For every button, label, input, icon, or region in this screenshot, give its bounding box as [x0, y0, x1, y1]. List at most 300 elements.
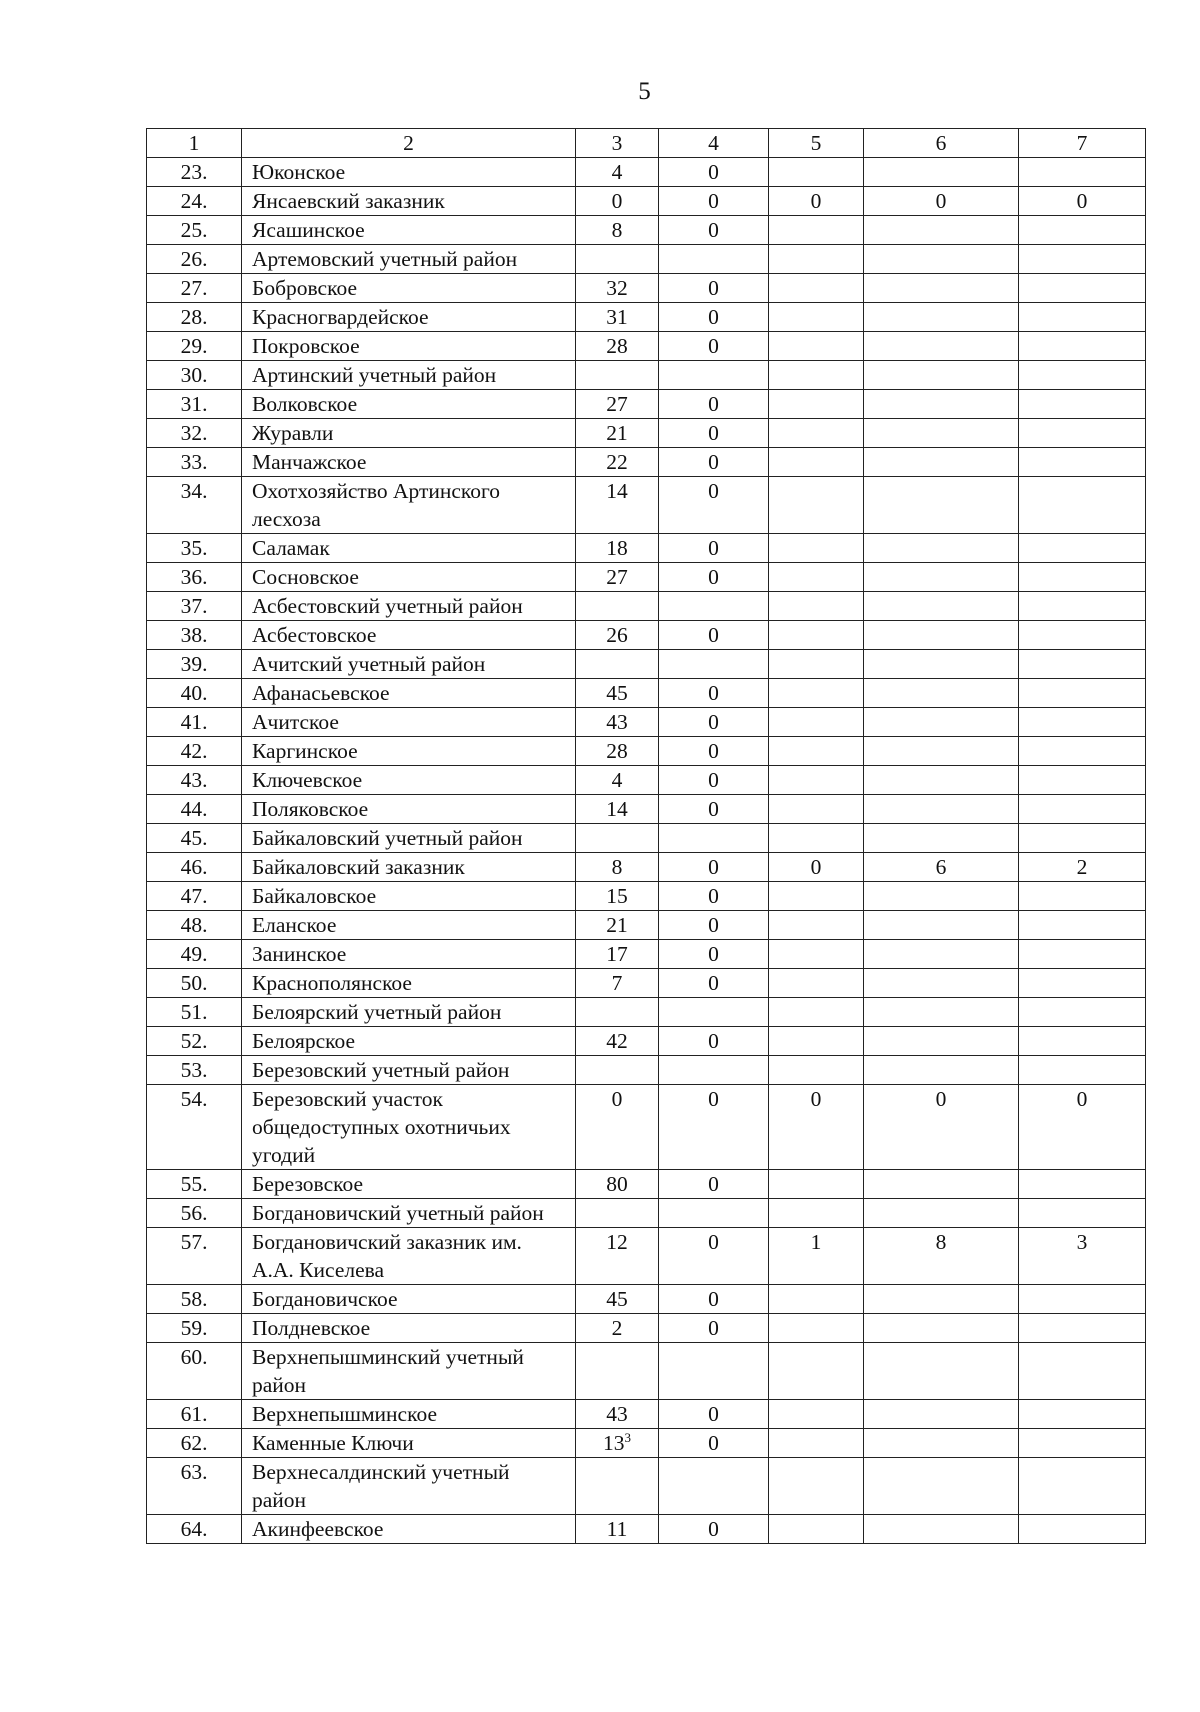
row-number-text: 58.	[180, 1287, 208, 1311]
table-row	[147, 882, 1146, 911]
cell-col-6	[864, 563, 1019, 592]
cell-col-3	[576, 187, 659, 216]
table-row	[147, 998, 1146, 1027]
cell-col-4-text: 0	[708, 1287, 719, 1311]
cell-col-4-text: 0	[708, 942, 719, 966]
table-row	[147, 737, 1146, 766]
row-number	[147, 1458, 242, 1515]
row-name-text: Краснополянское	[252, 971, 412, 995]
cell-col-4	[659, 1199, 769, 1228]
row-number-text: 44.	[180, 797, 208, 821]
table-row	[147, 1314, 1146, 1343]
cell-col-7	[1019, 534, 1146, 563]
row-name	[242, 621, 576, 650]
row-number-text: 26.	[180, 247, 208, 271]
cell-col-3	[576, 332, 659, 361]
cell-col-5	[769, 824, 864, 853]
cell-col-4	[659, 940, 769, 969]
row-name	[242, 1314, 576, 1343]
row-number-text: 35.	[180, 536, 208, 560]
row-name	[242, 737, 576, 766]
cell-col-3	[576, 1285, 659, 1314]
cell-col-7	[1019, 824, 1146, 853]
cell-col-4-text: 0	[708, 1172, 719, 1196]
table-row	[147, 534, 1146, 563]
cell-col-7	[1019, 969, 1146, 998]
row-name	[242, 824, 576, 853]
cell-col-4	[659, 621, 769, 650]
cell-col-7	[1019, 621, 1146, 650]
row-name	[242, 795, 576, 824]
cell-col-4	[659, 1458, 769, 1515]
cell-col-4	[659, 1314, 769, 1343]
table-row	[147, 1170, 1146, 1199]
cell-col-3-text: 27	[606, 565, 628, 589]
row-name-text: Бобровское	[252, 276, 358, 300]
row-name	[242, 158, 576, 187]
cell-col-5	[769, 419, 864, 448]
cell-col-4	[659, 592, 769, 621]
row-name	[242, 1515, 576, 1544]
row-number-text: 55.	[180, 1172, 208, 1196]
table-row	[147, 477, 1146, 534]
row-number	[147, 534, 242, 563]
cell-col-4	[659, 303, 769, 332]
cell-col-7	[1019, 1285, 1146, 1314]
table-row	[147, 303, 1146, 332]
cell-col-3-text: 45	[606, 1287, 628, 1311]
cell-col-7	[1019, 766, 1146, 795]
row-number	[147, 853, 242, 882]
row-number	[147, 911, 242, 940]
cell-col-5	[769, 1056, 864, 1085]
cell-col-4	[659, 911, 769, 940]
row-name	[242, 998, 576, 1027]
row-name-text: Охотхозяйство Артинского лесхоза	[252, 479, 501, 531]
cell-col-3	[576, 274, 659, 303]
table-row	[147, 1429, 1146, 1458]
cell-col-4	[659, 969, 769, 998]
cell-col-7	[1019, 1343, 1146, 1400]
row-number-text: 48.	[180, 913, 208, 937]
row-number-text: 39.	[180, 652, 208, 676]
cell-col-4	[659, 1400, 769, 1429]
row-number-text: 41.	[180, 710, 208, 734]
row-number	[147, 187, 242, 216]
cell-col-4	[659, 882, 769, 911]
row-name-text: Байкаловский заказник	[252, 855, 465, 879]
row-name	[242, 592, 576, 621]
cell-col-6	[864, 679, 1019, 708]
cell-col-5	[769, 969, 864, 998]
cell-col-4-text: 0	[708, 305, 719, 329]
cell-col-4	[659, 563, 769, 592]
cell-col-5	[769, 303, 864, 332]
row-name	[242, 1458, 576, 1515]
row-number	[147, 621, 242, 650]
row-number	[147, 303, 242, 332]
row-number	[147, 1343, 242, 1400]
cell-col-6	[864, 534, 1019, 563]
row-name-text: Саламак	[252, 536, 330, 560]
cell-col-5	[769, 1314, 864, 1343]
table-row	[147, 824, 1146, 853]
cell-col-4	[659, 448, 769, 477]
row-number	[147, 592, 242, 621]
row-name-text: Березовский участок общедоступных охотничьих угодий	[252, 1087, 511, 1167]
row-name-text: Красногвардейское	[252, 305, 429, 329]
row-number	[147, 1199, 242, 1228]
row-number-text: 24.	[180, 189, 208, 213]
cell-col-7	[1019, 245, 1146, 274]
cell-col-6	[864, 1056, 1019, 1085]
cell-col-7	[1019, 1515, 1146, 1544]
cell-col-4-text: 0	[708, 739, 719, 763]
row-name-text: Афанасьевское	[252, 681, 390, 705]
table-row	[147, 361, 1146, 390]
row-number-text: 59.	[180, 1316, 208, 1340]
row-number	[147, 1515, 242, 1544]
table-row	[147, 1515, 1146, 1544]
row-name-text: Еланское	[252, 913, 337, 937]
row-number-text: 32.	[180, 421, 208, 445]
cell-col-7	[1019, 708, 1146, 737]
cell-col-7	[1019, 1199, 1146, 1228]
cell-col-7	[1019, 390, 1146, 419]
cell-col-7	[1019, 187, 1146, 216]
row-name	[242, 1085, 576, 1170]
cell-col-6	[864, 1400, 1019, 1429]
row-name-text: Ясашинское	[252, 218, 365, 242]
row-number	[147, 737, 242, 766]
cell-col-5	[769, 332, 864, 361]
cell-col-5	[769, 158, 864, 187]
cell-col-6	[864, 1199, 1019, 1228]
row-name	[242, 534, 576, 563]
cell-col-3-text: 26	[606, 623, 628, 647]
table-row	[147, 1027, 1146, 1056]
cell-col-7	[1019, 853, 1146, 882]
cell-col-5	[769, 679, 864, 708]
cell-col-4-text: 0	[708, 189, 719, 213]
row-number	[147, 390, 242, 419]
table-row	[147, 563, 1146, 592]
page-number: 5	[638, 78, 652, 105]
row-number-text: 53.	[180, 1058, 208, 1082]
row-name-text: Юконское	[252, 160, 346, 184]
cell-col-3	[576, 911, 659, 940]
cell-col-3-text: 43	[606, 710, 628, 734]
cell-col-5	[769, 621, 864, 650]
row-name	[242, 563, 576, 592]
cell-col-7	[1019, 332, 1146, 361]
cell-col-7	[1019, 1027, 1146, 1056]
cell-col-4-text: 0	[708, 1402, 719, 1426]
cell-col-5	[769, 766, 864, 795]
row-number-text: 47.	[180, 884, 208, 908]
row-number	[147, 650, 242, 679]
cell-col-3	[576, 1056, 659, 1085]
row-name-text: Покровское	[252, 334, 360, 358]
footnote-marker: 3	[624, 1429, 631, 1445]
table-row	[147, 853, 1146, 882]
row-number	[147, 1400, 242, 1429]
row-name	[242, 911, 576, 940]
cell-col-4-text: 0	[708, 623, 719, 647]
cell-col-7	[1019, 477, 1146, 534]
cell-col-6	[864, 708, 1019, 737]
cell-col-3	[576, 1458, 659, 1515]
cell-col-5	[769, 882, 864, 911]
cell-col-3-text: 8	[611, 855, 623, 879]
cell-col-4-text: 0	[708, 392, 719, 416]
cell-col-4-text: 0	[708, 160, 719, 184]
table-row	[147, 1400, 1146, 1429]
row-name	[242, 1170, 576, 1199]
cell-col-4	[659, 361, 769, 390]
cell-col-4-text: 0	[708, 1087, 719, 1111]
cell-col-7	[1019, 650, 1146, 679]
cell-col-7	[1019, 274, 1146, 303]
row-number	[147, 332, 242, 361]
table-row	[147, 911, 1146, 940]
cell-col-3-text: 0	[611, 189, 623, 213]
row-number-text: 40.	[180, 681, 208, 705]
cell-col-7	[1019, 679, 1146, 708]
row-number	[147, 245, 242, 274]
cell-col-6	[864, 969, 1019, 998]
table-row	[147, 245, 1146, 274]
cell-col-4	[659, 245, 769, 274]
cell-col-4-text: 0	[708, 334, 719, 358]
cell-col-6	[864, 592, 1019, 621]
cell-col-3-text: 43	[606, 1402, 628, 1426]
cell-col-4	[659, 708, 769, 737]
row-number-text: 56.	[180, 1201, 208, 1225]
row-number	[147, 216, 242, 245]
table-row	[147, 795, 1146, 824]
cell-col-7	[1019, 303, 1146, 332]
cell-col-7	[1019, 216, 1146, 245]
row-name-text: Белоярское	[252, 1029, 356, 1053]
table-row	[147, 1085, 1146, 1170]
row-name-text: Асбестовское	[252, 623, 377, 647]
cell-col-3	[576, 969, 659, 998]
cell-col-4-text: 0	[708, 565, 719, 589]
cell-col-4	[659, 1056, 769, 1085]
cell-col-6	[864, 1429, 1019, 1458]
cell-col-6-text: 6	[935, 855, 947, 879]
cell-col-4-text: 0	[708, 421, 719, 445]
cell-col-5	[769, 216, 864, 245]
cell-col-6-text: 0	[935, 1087, 947, 1111]
cell-col-4	[659, 679, 769, 708]
table-row	[147, 766, 1146, 795]
cell-col-7	[1019, 940, 1146, 969]
row-number	[147, 1170, 242, 1199]
row-number-text: 34.	[180, 479, 208, 503]
row-number	[147, 274, 242, 303]
row-number	[147, 708, 242, 737]
row-number-text: 23.	[180, 160, 208, 184]
cell-col-5	[769, 448, 864, 477]
cell-col-4	[659, 274, 769, 303]
row-name-text: Поляковское	[252, 797, 369, 821]
table-row	[147, 158, 1146, 187]
cell-col-5	[769, 650, 864, 679]
table-row	[147, 969, 1146, 998]
table-row	[147, 187, 1146, 216]
cell-col-6	[864, 766, 1019, 795]
row-name-text: Верхнепышминский учетный район	[252, 1345, 524, 1397]
row-number-text: 25.	[180, 218, 208, 242]
cell-col-6	[864, 650, 1019, 679]
cell-col-5	[769, 187, 864, 216]
row-number-text: 54.	[180, 1087, 208, 1111]
row-number	[147, 679, 242, 708]
cell-col-5-text: 1	[810, 1230, 822, 1254]
cell-col-4-text: 0	[708, 797, 719, 821]
cell-col-6	[864, 1285, 1019, 1314]
row-name	[242, 766, 576, 795]
cell-col-3	[576, 679, 659, 708]
cell-col-3	[576, 534, 659, 563]
cell-col-3-text: 13	[603, 1431, 625, 1455]
cell-col-3	[576, 1228, 659, 1285]
row-name	[242, 1199, 576, 1228]
cell-col-3-text: 15	[606, 884, 628, 908]
cell-col-3	[576, 853, 659, 882]
cell-col-4	[659, 1429, 769, 1458]
row-name-text: Артемовский учетный район	[252, 247, 518, 271]
cell-col-4-text: 0	[708, 1230, 719, 1254]
row-name	[242, 1285, 576, 1314]
row-name-text: Волковское	[252, 392, 358, 416]
cell-col-6	[864, 1314, 1019, 1343]
cell-col-5	[769, 534, 864, 563]
cell-col-4	[659, 216, 769, 245]
cell-col-5-text: 0	[810, 1087, 822, 1111]
cell-col-4	[659, 158, 769, 187]
cell-col-7	[1019, 1429, 1146, 1458]
row-name	[242, 361, 576, 390]
cell-col-3-text: 14	[606, 479, 628, 503]
row-name	[242, 187, 576, 216]
cell-col-3	[576, 390, 659, 419]
row-name	[242, 1343, 576, 1400]
cell-col-3-text: 8	[611, 218, 623, 242]
cell-col-6	[864, 477, 1019, 534]
cell-col-3	[576, 303, 659, 332]
table-row	[147, 1343, 1146, 1400]
row-number-text: 64.	[180, 1517, 208, 1541]
row-name-text: Богдановичский заказник им. А.А. Киселева	[252, 1230, 522, 1282]
row-name	[242, 1027, 576, 1056]
cell-col-7-text: 0	[1076, 189, 1088, 213]
row-number	[147, 1056, 242, 1085]
cell-col-3	[576, 621, 659, 650]
row-number	[147, 998, 242, 1027]
cell-col-4	[659, 824, 769, 853]
cell-col-6	[864, 1515, 1019, 1544]
row-number	[147, 158, 242, 187]
cell-col-6	[864, 332, 1019, 361]
row-name	[242, 477, 576, 534]
cell-col-7	[1019, 737, 1146, 766]
row-name	[242, 332, 576, 361]
cell-col-4-text: 0	[708, 681, 719, 705]
row-name-text: Ачитское	[252, 710, 339, 734]
row-number-text: 38.	[180, 623, 208, 647]
cell-col-3	[576, 563, 659, 592]
column-header: 7	[1019, 129, 1146, 158]
cell-col-5-text: 0	[810, 855, 822, 879]
row-number-text: 27.	[180, 276, 208, 300]
cell-col-3	[576, 592, 659, 621]
row-number	[147, 766, 242, 795]
cell-col-6	[864, 419, 1019, 448]
column-header: 5	[769, 129, 864, 158]
cell-col-5	[769, 940, 864, 969]
column-header: 1	[147, 129, 242, 158]
cell-col-4	[659, 1285, 769, 1314]
cell-col-3-text: 4	[611, 160, 623, 184]
row-number-text: 28.	[180, 305, 208, 329]
cell-col-5	[769, 911, 864, 940]
cell-col-6	[864, 216, 1019, 245]
data-table	[146, 128, 1146, 1544]
cell-col-3-text: 11	[606, 1517, 628, 1541]
row-number	[147, 1314, 242, 1343]
row-number	[147, 1027, 242, 1056]
cell-col-7	[1019, 998, 1146, 1027]
cell-col-3	[576, 650, 659, 679]
cell-col-5	[769, 853, 864, 882]
row-number-text: 49.	[180, 942, 208, 966]
row-number	[147, 940, 242, 969]
cell-col-4	[659, 766, 769, 795]
cell-col-7	[1019, 1314, 1146, 1343]
cell-col-7-text: 2	[1076, 855, 1088, 879]
cell-col-4	[659, 390, 769, 419]
row-number-text: 29.	[180, 334, 208, 358]
row-name	[242, 853, 576, 882]
cell-col-6	[864, 187, 1019, 216]
cell-col-7	[1019, 158, 1146, 187]
cell-col-4-text: 0	[708, 276, 719, 300]
cell-col-3-text: 17	[606, 942, 628, 966]
row-number	[147, 1285, 242, 1314]
row-name-text: Верхнесалдинский учетный район	[252, 1460, 510, 1512]
row-number	[147, 882, 242, 911]
row-name	[242, 679, 576, 708]
row-name	[242, 303, 576, 332]
cell-col-5	[769, 361, 864, 390]
cell-col-6	[864, 361, 1019, 390]
table-row	[147, 679, 1146, 708]
row-number-text: 50.	[180, 971, 208, 995]
row-name-text: Ачитский учетный район	[252, 652, 486, 676]
row-number-text: 52.	[180, 1029, 208, 1053]
cell-col-6	[864, 853, 1019, 882]
cell-col-5	[769, 1343, 864, 1400]
cell-col-3-text: 22	[606, 450, 628, 474]
cell-col-6	[864, 303, 1019, 332]
table-row	[147, 1199, 1146, 1228]
cell-col-7	[1019, 419, 1146, 448]
cell-col-5	[769, 708, 864, 737]
cell-col-5	[769, 390, 864, 419]
